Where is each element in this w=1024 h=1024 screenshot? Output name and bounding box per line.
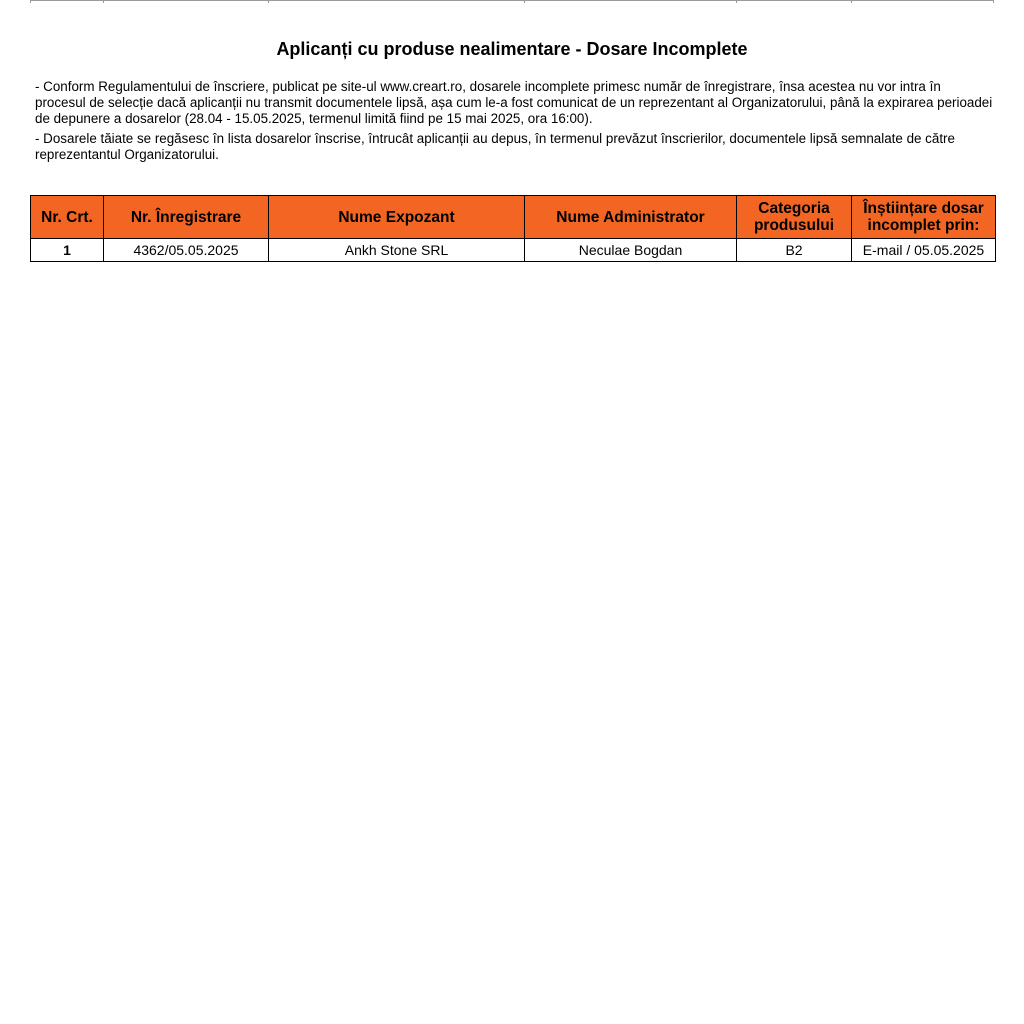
column-header-nr-crt: Nr. Crt. — [31, 196, 104, 239]
cell-instiintare: E-mail / 05.05.2025 — [852, 239, 996, 262]
column-header-nume-expozant: Nume Expozant — [269, 196, 525, 239]
page-title: Aplicanți cu produse nealimentare - Dosare Incomplete — [276, 39, 748, 60]
column-header-instiintare: Înștiințare dosar incomplet prin: — [852, 196, 996, 239]
table-header-row — [31, 196, 996, 239]
column-header-nume-administrator: Nume Administrator — [525, 196, 737, 239]
column-header-nr-inregistrare: Nr. Înregistrare — [104, 196, 269, 239]
cell-nr-inregistrare: 4362/05.05.2025 — [104, 239, 269, 262]
cell-nume-expozant: Ankh Stone SRL — [269, 239, 525, 262]
cell-nume-administrator: Neculae Bogdan — [525, 239, 737, 262]
column-header-categoria-produsului: Categoria produsului — [737, 196, 852, 239]
page-top-ticks — [30, 0, 994, 3]
note-paragraph: - Dosarele tăiate se regăsesc în lista dosarelor înscrise, întrucât aplicanții au depus, în termenul prevăzut înscrierilor, documentele lipsă semnalate de către reprezentantul Organizatorului. — [35, 131, 955, 162]
notes-section — [35, 79, 995, 167]
cell-categoria-produsului: B2 — [737, 239, 852, 262]
table-row — [31, 239, 996, 262]
cell-nr-crt: 1 — [31, 239, 104, 262]
note-paragraph: - Conform Regulamentului de înscriere, publicat pe site-ul www.creart.ro, dosarele incomplete primesc număr de înregistrare, însa acestea nu vor intra în procesul de selecție dacă aplicanții nu transmit documentele lipsă, așa cum le-a fost comunicat de un reprezentant al Organizatorului, până la expirarea perioadei de depunere a dosarelor (28.04 - 15.05.2025, termenul limită fiind pe 15 mai 2025, ora 16:00). — [35, 79, 993, 126]
incomplete-applications-table — [30, 195, 996, 262]
